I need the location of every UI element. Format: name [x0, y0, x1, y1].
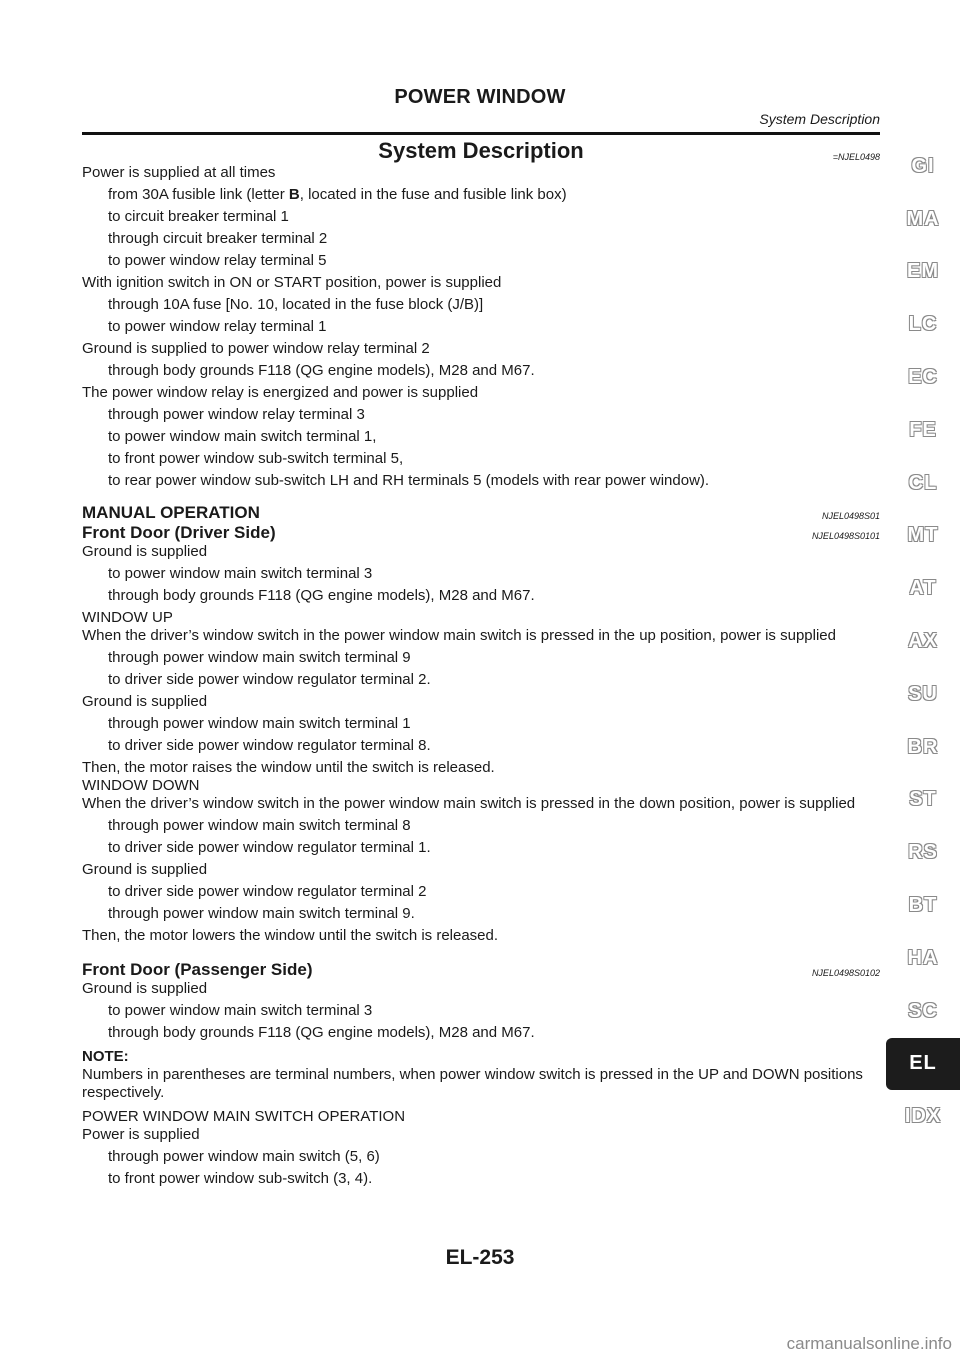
tab-gi[interactable]: GI — [911, 154, 935, 177]
page-header-subtitle: System Description — [759, 111, 880, 127]
page-number: EL-253 — [445, 1246, 515, 1269]
section-title-text: System Description — [378, 138, 584, 163]
heading-front-door-driver — [82, 523, 880, 543]
tab-em[interactable]: EM — [907, 260, 939, 283]
tab-br[interactable]: BR — [907, 735, 939, 758]
tab-ma[interactable]: MA — [906, 207, 940, 230]
text-fragment: , located in the fuse and fusible link box) — [299, 186, 567, 203]
text-line: through 10A fuse [No. 10, located in the fuse block (J/B)] — [108, 296, 484, 313]
text-line: Power is supplied at all times — [82, 164, 276, 181]
tab-bt[interactable]: BT — [908, 894, 938, 917]
text-line: to front power window sub-switch terminal 5, — [108, 450, 404, 467]
text-line: through power window main switch terminal 9 — [108, 649, 411, 666]
text-line: Then, the motor raises the window until the switch is released. — [82, 759, 495, 776]
heading-manual-operation-text: MANUAL OPERATION — [82, 503, 260, 522]
heading-front-door-passenger-text: Front Door (Passenger Side) — [82, 960, 313, 979]
text-line: to power window relay terminal 5 — [108, 252, 327, 269]
text-block-driver-side — [82, 543, 880, 945]
text-line: POWER WINDOW MAIN SWITCH OPERATION — [82, 1108, 406, 1125]
text-line: Ground is supplied to power window relay terminal 2 — [82, 340, 430, 357]
tab-su[interactable]: SU — [908, 682, 938, 705]
main-content — [82, 137, 880, 1188]
text-line: When the driver’s window switch in the power window main switch is pressed in the up position, power is supplied — [82, 627, 836, 644]
tab-cl[interactable]: CL — [908, 471, 938, 494]
tab-ec[interactable]: EC — [908, 366, 938, 389]
text-line: WINDOW UP — [82, 609, 173, 626]
text-line: through body grounds F118 (QG engine models), M28 and M67. — [108, 587, 535, 604]
text-line: through circuit breaker terminal 2 — [108, 230, 328, 247]
text-line: to driver side power window regulator terminal 8. — [108, 737, 431, 754]
text-line: through power window main switch terminal 1 — [108, 715, 411, 732]
text-line: to power window main switch terminal 3 — [108, 1002, 373, 1019]
text-line: Ground is supplied — [82, 861, 208, 878]
text-line — [82, 186, 880, 204]
text-line: Power is supplied — [82, 1126, 200, 1143]
text-line: Ground is supplied — [82, 693, 208, 710]
tab-rs[interactable]: RS — [908, 841, 938, 864]
text-line: to front power window sub-switch (3, 4). — [108, 1170, 373, 1187]
tab-st[interactable]: ST — [909, 788, 937, 811]
text-block-passenger-side — [82, 980, 880, 1188]
text-line: The power window relay is energized and power is supplied — [82, 384, 479, 401]
text-line: to driver side power window regulator terminal 1. — [108, 839, 431, 856]
heading-manual-operation — [82, 503, 880, 523]
tab-ha[interactable]: HA — [907, 946, 939, 969]
text-line: With ignition switch in ON or START position, power is supplied — [82, 274, 502, 291]
text-line: When the driver’s window switch in the power window main switch is pressed in the down position, power is supplied — [82, 795, 856, 812]
text-line: to driver side power window regulator terminal 2. — [108, 671, 431, 688]
text-line: to rear power window sub-switch LH and RH terminals 5 (models with rear power window). — [108, 472, 710, 489]
tab-el[interactable]: EL — [886, 1038, 960, 1091]
heading-front-door-driver-code: NJEL0498S0101 — [811, 531, 880, 541]
watermark: carmanualsonline.info — [786, 1334, 952, 1353]
text-line: WINDOW DOWN — [82, 777, 200, 794]
tab-at[interactable]: AT — [909, 577, 937, 600]
text-line: to circuit breaker terminal 1 — [108, 208, 289, 225]
tab-idx[interactable]: IDX — [904, 1105, 942, 1128]
tab-sc[interactable]: SC — [908, 999, 938, 1022]
heading-front-door-passenger-code: NJEL0498S0102 — [811, 968, 880, 978]
text-line: Ground is supplied — [82, 543, 208, 560]
section-title — [82, 137, 880, 164]
text-line: to power window main switch terminal 3 — [108, 565, 373, 582]
text-line: through power window relay terminal 3 — [108, 406, 365, 423]
fuse-letter: B — [288, 186, 300, 203]
heading-manual-operation-code: NJEL0498S01 — [821, 511, 880, 521]
text-line: Then, the motor lowers the window until the switch is released. — [82, 927, 499, 944]
text-line: Numbers in parentheses are terminal numbers, when power window switch is pressed in the UP and DOWN positions respectively. — [82, 1066, 863, 1101]
text-line: to power window main switch terminal 1, — [108, 428, 377, 445]
page-header-title: POWER WINDOW — [394, 86, 566, 108]
tab-mt[interactable]: MT — [907, 524, 939, 547]
text-line: through body grounds F118 (QG engine models), M28 and M67. — [108, 362, 535, 379]
section-code: =NJEL0498 — [832, 152, 880, 162]
heading-front-door-driver-text: Front Door (Driver Side) — [82, 523, 276, 542]
text-line: through body grounds F118 (QG engine models), M28 and M67. — [108, 1024, 535, 1041]
tab-lc[interactable]: LC — [908, 313, 938, 336]
tab-fe[interactable]: FE — [909, 418, 937, 441]
header-rule — [82, 132, 880, 135]
section-index-tabs — [886, 140, 960, 1143]
text-line: to driver side power window regulator terminal 2 — [108, 883, 427, 900]
text-line: NOTE: — [82, 1048, 129, 1065]
text-fragment: from 30A fusible link (letter — [108, 186, 289, 203]
text-line: Ground is supplied — [82, 980, 208, 997]
text-line: through power window main switch (5, 6) — [108, 1148, 380, 1165]
text-line: through power window main switch terminal 8 — [108, 817, 411, 834]
text-line: to power window relay terminal 1 — [108, 318, 327, 335]
tab-ax[interactable]: AX — [908, 630, 938, 653]
heading-front-door-passenger — [82, 960, 880, 980]
text-line: through power window main switch terminal 9. — [108, 905, 415, 922]
text-block-system — [82, 164, 880, 490]
